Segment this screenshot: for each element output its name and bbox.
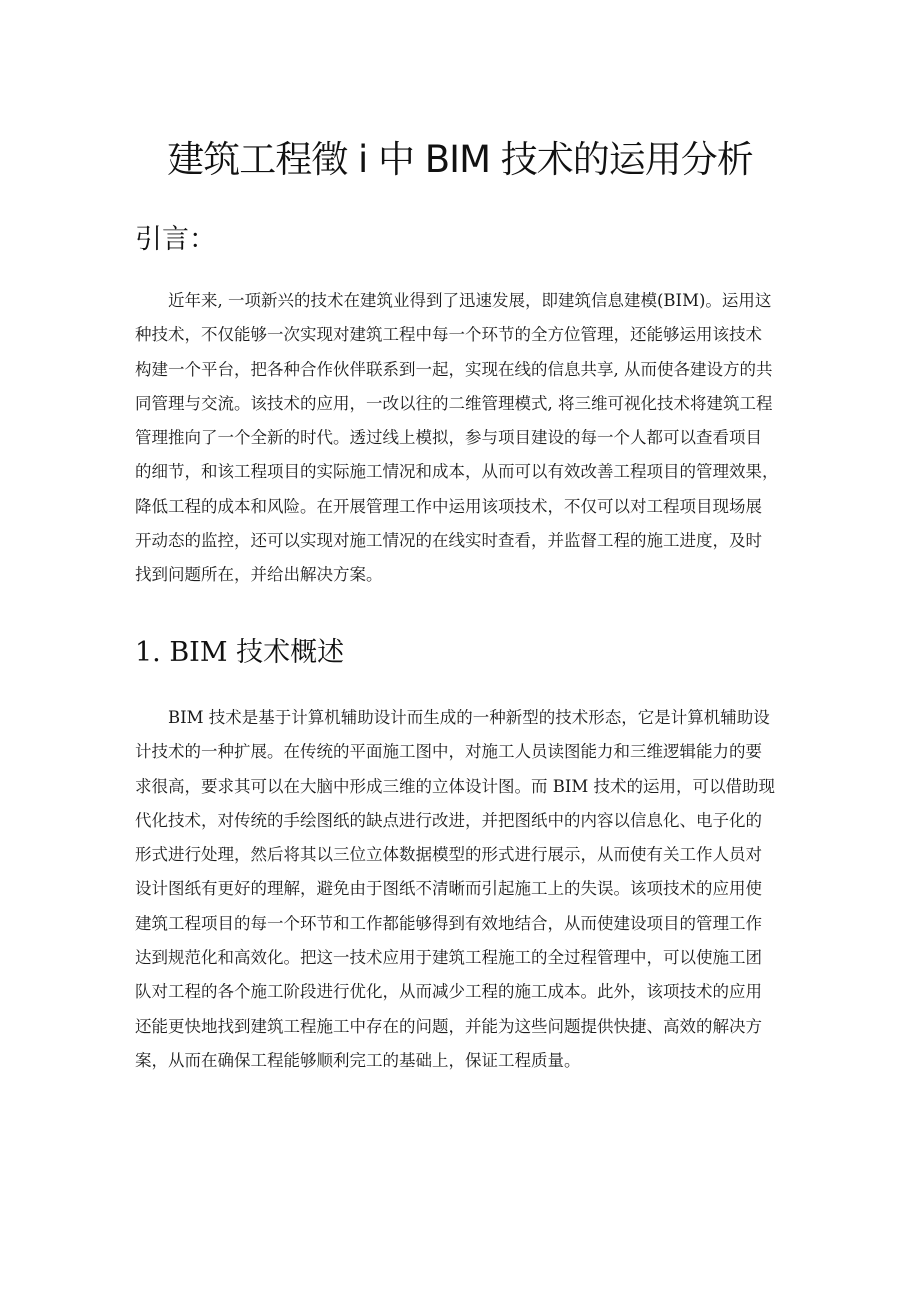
section-1-paragraph xyxy=(135,701,795,1078)
section-1-heading: 1. BIM 技术概述 xyxy=(135,637,345,668)
intro-heading: 引言： xyxy=(135,224,216,255)
document-title: 建筑工程徵 i 中 BIM 技术的运用分析 xyxy=(167,138,753,181)
paragraph-line: 近年来, 一项新兴的技术在建筑业得到了迅速发展，即建筑信息建模(BIM)。运用这 xyxy=(168,291,772,310)
paragraph-line: 求很高，要求其可以在大脑中形成三维的立体设计图。而 BIM 技术的运用，可以借助现 xyxy=(135,776,776,796)
paragraph-line: 构建一个平台，把各种合作伙伴联系到一起，实现在线的信息共享, 从而使各建设方的共 xyxy=(135,359,773,379)
paragraph-line: 的细节，和该工程项目的实际施工情况和成本，从而可以有效改善工程项目的管理效果， xyxy=(135,462,779,482)
paragraph-line: 形式进行处理，然后将其以三位立体数据模型的形式进行展示，从而使有关工作人员对 xyxy=(135,845,762,865)
intro-paragraph xyxy=(135,284,795,593)
paragraph-line: 计技术的一种扩展。在传统的平面施工图中，对施工人员读图能力和三维逻辑能力的要 xyxy=(135,742,762,762)
paragraph-line: 同管理与交流。该技术的应用，一改以往的二维管理模式, 将三维可视化技术将建筑工程 xyxy=(135,393,773,413)
paragraph-line: 达到规范化和高效化。把这一技术应用于建筑工程施工的全过程管理中，可以使施工团 xyxy=(135,948,762,968)
paragraph-line: 管理推向了一个全新的时代。透过线上模拟，参与项目建设的每一个人都可以查看项目 xyxy=(135,428,762,448)
paragraph-line: 建筑工程项目的每一个环节和工作都能够得到有效地结合，从而使建设项目的管理工作 xyxy=(135,913,762,933)
paragraph-line: 开动态的监控，还可以实现对施工情况的在线实时查看，并监督工程的施工进度，及时 xyxy=(135,531,762,551)
paragraph-line: BIM 技术是基于计算机辅助设计而生成的一种新型的技术形态，它是计算机辅助设 xyxy=(168,708,770,727)
paragraph-line: 找到问题所在，并给出解决方案。 xyxy=(135,565,383,585)
paragraph-line: 案，从而在确保工程能够顺利完工的基础上，保证工程质量。 xyxy=(135,1050,581,1070)
paragraph-line: 降低工程的成本和风险。在开展管理工作中运用该项技术，不仅可以对工程项目现场展 xyxy=(135,496,762,516)
paragraph-line: 代化技术，对传统的手绘图纸的缺点进行改进，并把图纸中的内容以信息化、电子化的 xyxy=(135,810,762,830)
paragraph-line: 队对工程的各个施工阶段进行优化，从而减少工程的施工成本。此外，该项技术的应用 xyxy=(135,982,762,1002)
paragraph-line: 种技术，不仅能够一次实现对建筑工程中每一个环节的全方位管理，还能够运用该技术 xyxy=(135,325,762,345)
paragraph-line: 设计图纸有更好的理解，避免由于图纸不清晰而引起施工上的失误。该项技术的应用使 xyxy=(135,879,762,899)
paragraph-line: 还能更快地找到建筑工程施工中存在的问题，并能为这些问题提供快捷、高效的解决方 xyxy=(135,1016,762,1036)
